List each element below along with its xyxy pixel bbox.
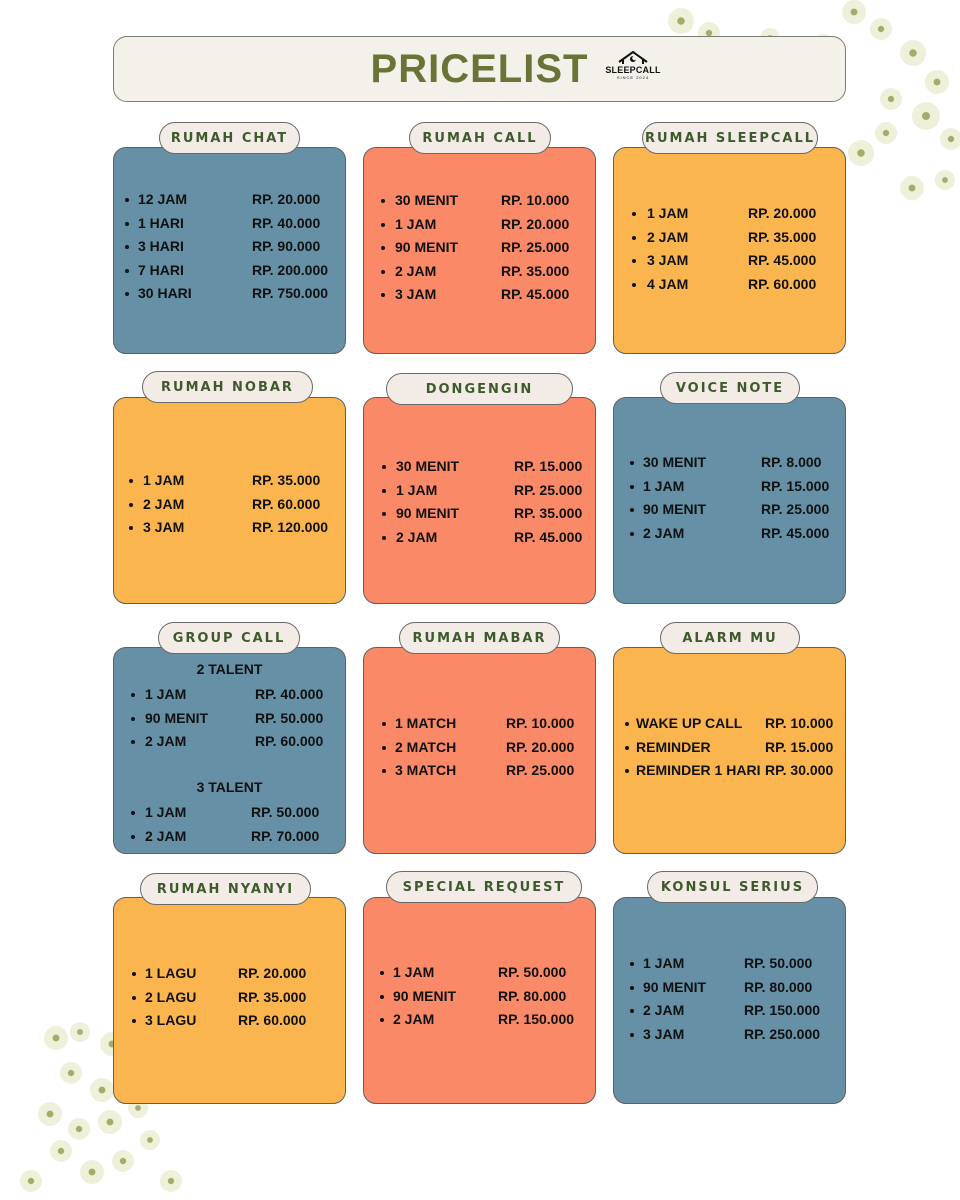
flower-icon <box>60 1062 82 1084</box>
price-row <box>114 259 345 283</box>
bullet-icon <box>630 986 634 990</box>
price-row <box>364 455 595 479</box>
item-price: RP. 150.000 <box>744 1002 821 1019</box>
item-name: 2 LAGU <box>145 988 197 1005</box>
bullet-icon <box>381 270 385 274</box>
label-special-request: SPECIAL REQUEST <box>386 871 582 903</box>
item-name: 1 JAM <box>393 964 435 980</box>
bullet-icon <box>132 972 136 976</box>
price-row <box>614 759 845 783</box>
price-row <box>114 986 345 1010</box>
item-name: 90 MENIT <box>395 239 459 256</box>
card-rumah-call <box>363 147 596 354</box>
item-name: 3 MATCH <box>395 762 457 779</box>
bullet-icon <box>625 722 629 726</box>
price-row <box>614 475 845 499</box>
price-row <box>114 493 345 517</box>
item-name: 2 JAM <box>393 1011 435 1028</box>
item-price: RP. 15.000 <box>761 477 830 494</box>
price-row <box>114 1009 345 1033</box>
item-name: 2 JAM <box>647 228 689 245</box>
item-name: 30 HARI <box>138 285 192 302</box>
item-price: RP. 250.000 <box>744 1025 821 1042</box>
bullet-icon <box>632 212 636 216</box>
item-price: RP. 50.000 <box>498 964 567 980</box>
price-row <box>364 213 595 237</box>
price-row <box>614 976 845 1000</box>
item-name: 1 JAM <box>643 955 685 971</box>
bullet-icon <box>630 508 634 512</box>
flower-icon <box>80 1160 104 1184</box>
price-row <box>614 498 845 522</box>
item-name: 1 JAM <box>143 472 185 488</box>
card-special-request <box>363 897 596 1104</box>
card-rumah-sleepcall <box>613 147 846 354</box>
item-name: 1 LAGU <box>145 965 197 981</box>
flower-icon <box>98 1110 122 1134</box>
label-dongengin: DONGENGIN <box>386 373 573 405</box>
card-rumah-nyanyi <box>113 897 346 1104</box>
flower-icon <box>880 88 902 110</box>
price-list <box>364 961 595 1032</box>
price-row <box>364 283 595 307</box>
item-name: 3 JAM <box>643 1025 685 1042</box>
bullet-icon <box>131 811 135 815</box>
item-price: RP. 25.000 <box>501 239 570 256</box>
price-list <box>614 451 845 545</box>
flower-icon <box>870 18 892 40</box>
item-price: RP. 50.000 <box>744 955 813 971</box>
price-row <box>364 479 595 503</box>
price-row <box>614 952 845 976</box>
price-list <box>114 801 345 848</box>
flower-icon <box>940 128 960 150</box>
item-price: RP. 25.000 <box>514 481 583 498</box>
item-price: RP. 35.000 <box>501 262 570 279</box>
price-row <box>114 730 345 754</box>
price-list <box>614 952 845 1046</box>
bullet-icon <box>630 461 634 465</box>
price-list <box>364 189 595 307</box>
label-konsul-serius: KONSUL SERIUS <box>647 871 818 903</box>
price-list <box>114 962 345 1033</box>
item-price: RP. 45.000 <box>501 286 570 303</box>
price-row <box>364 961 595 985</box>
bullet-icon <box>125 245 129 249</box>
item-name: 90 MENIT <box>643 978 707 995</box>
item-price: RP. 150.000 <box>498 1011 575 1028</box>
price-row <box>114 683 345 707</box>
flower-icon <box>900 176 924 200</box>
item-name: 30 MENIT <box>396 458 460 474</box>
price-list <box>364 455 595 549</box>
item-name: 90 MENIT <box>643 501 707 518</box>
item-name: 3 JAM <box>143 519 185 536</box>
item-name: WAKE UP CALL <box>636 715 743 731</box>
sleepcall-logo <box>603 49 663 91</box>
price-row <box>614 999 845 1023</box>
bullet-icon <box>129 503 133 507</box>
price-row <box>614 736 845 760</box>
bullet-icon <box>630 962 634 966</box>
price-row <box>114 801 345 825</box>
label-rumah-nobar: RUMAH NOBAR <box>142 371 313 403</box>
item-price: RP. 45.000 <box>748 252 817 269</box>
bullet-icon <box>630 1009 634 1013</box>
item-price: RP. 35.000 <box>238 988 307 1005</box>
item-name: 1 JAM <box>643 477 685 494</box>
bullet-icon <box>632 259 636 263</box>
item-price: RP. 15.000 <box>514 458 583 474</box>
item-price: RP. 25.000 <box>761 501 830 518</box>
price-row <box>614 712 845 736</box>
item-name: REMINDER 1 HARI <box>636 762 761 779</box>
flower-icon <box>925 70 949 94</box>
price-row <box>364 502 595 526</box>
flower-icon <box>20 1170 42 1192</box>
bullet-icon <box>131 717 135 721</box>
price-row <box>364 260 595 284</box>
price-row <box>364 526 595 550</box>
item-price: RP. 8.000 <box>761 454 822 470</box>
flower-icon <box>848 140 874 166</box>
item-price: RP. 60.000 <box>238 1012 307 1029</box>
item-price: RP. 25.000 <box>506 762 575 779</box>
bullet-icon <box>132 1019 136 1023</box>
bullet-icon <box>632 283 636 287</box>
item-name: 1 JAM <box>145 686 187 702</box>
item-price: RP. 35.000 <box>514 505 583 522</box>
bullet-icon <box>632 236 636 240</box>
item-name: 1 MATCH <box>395 715 457 731</box>
price-row <box>614 249 845 273</box>
bullet-icon <box>630 532 634 536</box>
card-konsul-serius <box>613 897 846 1104</box>
label-alarm-mu: ALARM MU <box>660 622 800 654</box>
card-rumah-chat <box>113 147 346 354</box>
item-name: 3 JAM <box>647 252 689 269</box>
price-row <box>614 202 845 226</box>
item-price: RP. 20.000 <box>501 215 570 232</box>
bullet-icon <box>381 293 385 297</box>
price-row <box>614 226 845 250</box>
card-rumah-mabar <box>363 647 596 854</box>
bullet-icon <box>382 746 386 750</box>
price-row <box>614 522 845 546</box>
bullet-icon <box>625 746 629 750</box>
card-group-call <box>113 647 346 854</box>
price-row <box>114 825 345 849</box>
card-alarm-mu <box>613 647 846 854</box>
price-row <box>114 516 345 540</box>
label-rumah-sleepcall: RUMAH SLEEPCALL <box>642 122 818 154</box>
bullet-icon <box>380 995 384 999</box>
price-row <box>364 712 595 736</box>
bullet-icon <box>129 526 133 530</box>
card-voice-note <box>613 397 846 604</box>
item-name: 1 JAM <box>396 481 438 498</box>
item-price: RP. 90.000 <box>252 238 321 255</box>
bullet-icon <box>382 489 386 493</box>
price-row <box>364 759 595 783</box>
item-price: RP. 20.000 <box>238 965 307 981</box>
flower-icon <box>38 1102 62 1126</box>
item-name: 2 JAM <box>395 262 437 279</box>
price-row <box>114 707 345 731</box>
price-row <box>114 282 345 306</box>
flower-icon <box>112 1150 134 1172</box>
price-row <box>614 1023 845 1047</box>
flower-icon <box>842 0 866 24</box>
item-price: RP. 60.000 <box>252 495 321 512</box>
flower-icon <box>44 1026 68 1050</box>
item-name: 90 MENIT <box>145 709 209 726</box>
item-price: RP. 10.000 <box>765 715 834 731</box>
item-price: RP. 10.000 <box>501 192 570 208</box>
group-title-3-talent: 3 TALENT <box>196 779 263 795</box>
bullet-icon <box>630 1033 634 1037</box>
bullet-icon <box>625 769 629 773</box>
item-price: RP. 40.000 <box>252 214 321 231</box>
price-row <box>364 736 595 760</box>
card-rumah-nobar <box>113 397 346 604</box>
item-name: 12 JAM <box>138 191 188 207</box>
flower-icon <box>668 8 694 34</box>
price-list <box>114 683 345 754</box>
item-name: 2 JAM <box>145 733 187 750</box>
item-price: RP. 10.000 <box>506 715 575 731</box>
item-name: 1 HARI <box>138 214 184 231</box>
flower-icon <box>90 1078 114 1102</box>
item-name: 2 JAM <box>396 528 438 545</box>
item-name: 3 JAM <box>395 286 437 303</box>
flower-icon <box>50 1140 72 1162</box>
label-rumah-chat: RUMAH CHAT <box>159 122 300 154</box>
flower-icon <box>900 40 926 66</box>
price-list <box>114 188 345 306</box>
price-list <box>614 712 845 783</box>
item-name: REMINDER <box>636 738 711 755</box>
item-name: 1 JAM <box>145 804 187 820</box>
bullet-icon <box>381 223 385 227</box>
bullet-icon <box>132 996 136 1000</box>
bullet-icon <box>125 292 129 296</box>
price-row <box>114 212 345 236</box>
flower-icon <box>140 1130 160 1150</box>
item-price: RP. 45.000 <box>514 528 583 545</box>
bullet-icon <box>380 1018 384 1022</box>
item-name: 30 MENIT <box>395 192 459 208</box>
item-price: RP. 70.000 <box>251 827 320 844</box>
flower-icon <box>875 122 897 144</box>
price-list <box>364 712 595 783</box>
flower-icon <box>68 1118 90 1140</box>
price-row <box>364 985 595 1009</box>
item-name: 1 JAM <box>647 205 689 221</box>
bullet-icon <box>381 199 385 203</box>
price-list <box>614 202 845 296</box>
bullet-icon <box>131 835 135 839</box>
label-group-call: GROUP CALL <box>158 622 300 654</box>
item-price: RP. 15.000 <box>765 738 834 755</box>
label-rumah-mabar: RUMAH MABAR <box>399 622 560 654</box>
bullet-icon <box>125 269 129 273</box>
item-price: RP. 20.000 <box>748 205 817 221</box>
item-price: RP. 30.000 <box>765 762 834 779</box>
item-name: 2 JAM <box>145 827 187 844</box>
bullet-icon <box>129 479 133 483</box>
bullet-icon <box>382 722 386 726</box>
card-dongengin <box>363 397 596 604</box>
bullet-icon <box>125 222 129 226</box>
title-bar <box>113 36 846 102</box>
item-name: 90 MENIT <box>393 987 457 1004</box>
price-row <box>614 451 845 475</box>
bullet-icon <box>382 512 386 516</box>
label-rumah-nyanyi: RUMAH NYANYI <box>140 873 311 905</box>
price-row <box>364 1008 595 1032</box>
item-price: RP. 50.000 <box>251 804 320 820</box>
item-price: RP. 750.000 <box>252 285 329 302</box>
item-name: 2 JAM <box>643 1002 685 1019</box>
house-moon-icon <box>616 49 650 65</box>
item-name: 2 JAM <box>643 524 685 541</box>
item-name: 7 HARI <box>138 261 184 278</box>
item-price: RP. 35.000 <box>252 472 321 488</box>
price-row <box>114 962 345 986</box>
item-price: RP. 35.000 <box>748 228 817 245</box>
item-name: 1 JAM <box>395 215 437 232</box>
item-name: 90 MENIT <box>396 505 460 522</box>
logo-name: SLEEPCALL <box>605 65 661 75</box>
bullet-icon <box>125 198 129 202</box>
bullet-icon <box>382 769 386 773</box>
flower-icon <box>935 170 955 190</box>
price-row <box>614 273 845 297</box>
flower-icon <box>912 102 940 130</box>
bullet-icon <box>630 485 634 489</box>
label-voice-note: VOICE NOTE <box>660 372 800 404</box>
item-name: 4 JAM <box>647 275 689 292</box>
item-price: RP. 80.000 <box>744 978 813 995</box>
item-price: RP. 120.000 <box>252 519 329 536</box>
item-price: RP. 60.000 <box>748 275 817 292</box>
page-title: PRICELIST <box>370 47 589 91</box>
item-price: RP. 50.000 <box>255 709 324 726</box>
price-row <box>114 235 345 259</box>
bullet-icon <box>381 246 385 250</box>
bullet-icon <box>380 971 384 975</box>
logo-tagline: SINCE 2024 <box>616 75 650 80</box>
item-price: RP. 40.000 <box>255 686 324 702</box>
price-row <box>364 236 595 260</box>
label-rumah-call: RUMAH CALL <box>409 122 551 154</box>
price-row <box>364 189 595 213</box>
bullet-icon <box>131 740 135 744</box>
item-price: RP. 45.000 <box>761 524 830 541</box>
flower-icon <box>70 1022 90 1042</box>
item-name: 2 MATCH <box>395 738 457 755</box>
item-name: 3 HARI <box>138 238 184 255</box>
item-name: 3 LAGU <box>145 1012 197 1029</box>
item-name: 2 JAM <box>143 495 185 512</box>
price-list <box>114 469 345 540</box>
price-row <box>114 469 345 493</box>
item-price: RP. 20.000 <box>506 738 575 755</box>
bullet-icon <box>382 465 386 469</box>
group-title-2-talent: 2 TALENT <box>196 661 263 677</box>
flower-icon <box>160 1170 182 1192</box>
item-name: 30 MENIT <box>643 454 707 470</box>
item-price: RP. 20.000 <box>252 191 321 207</box>
bullet-icon <box>131 693 135 697</box>
item-price: RP. 200.000 <box>252 261 329 278</box>
item-price: RP. 80.000 <box>498 987 567 1004</box>
bullet-icon <box>382 536 386 540</box>
item-price: RP. 60.000 <box>255 733 324 750</box>
price-row <box>114 188 345 212</box>
